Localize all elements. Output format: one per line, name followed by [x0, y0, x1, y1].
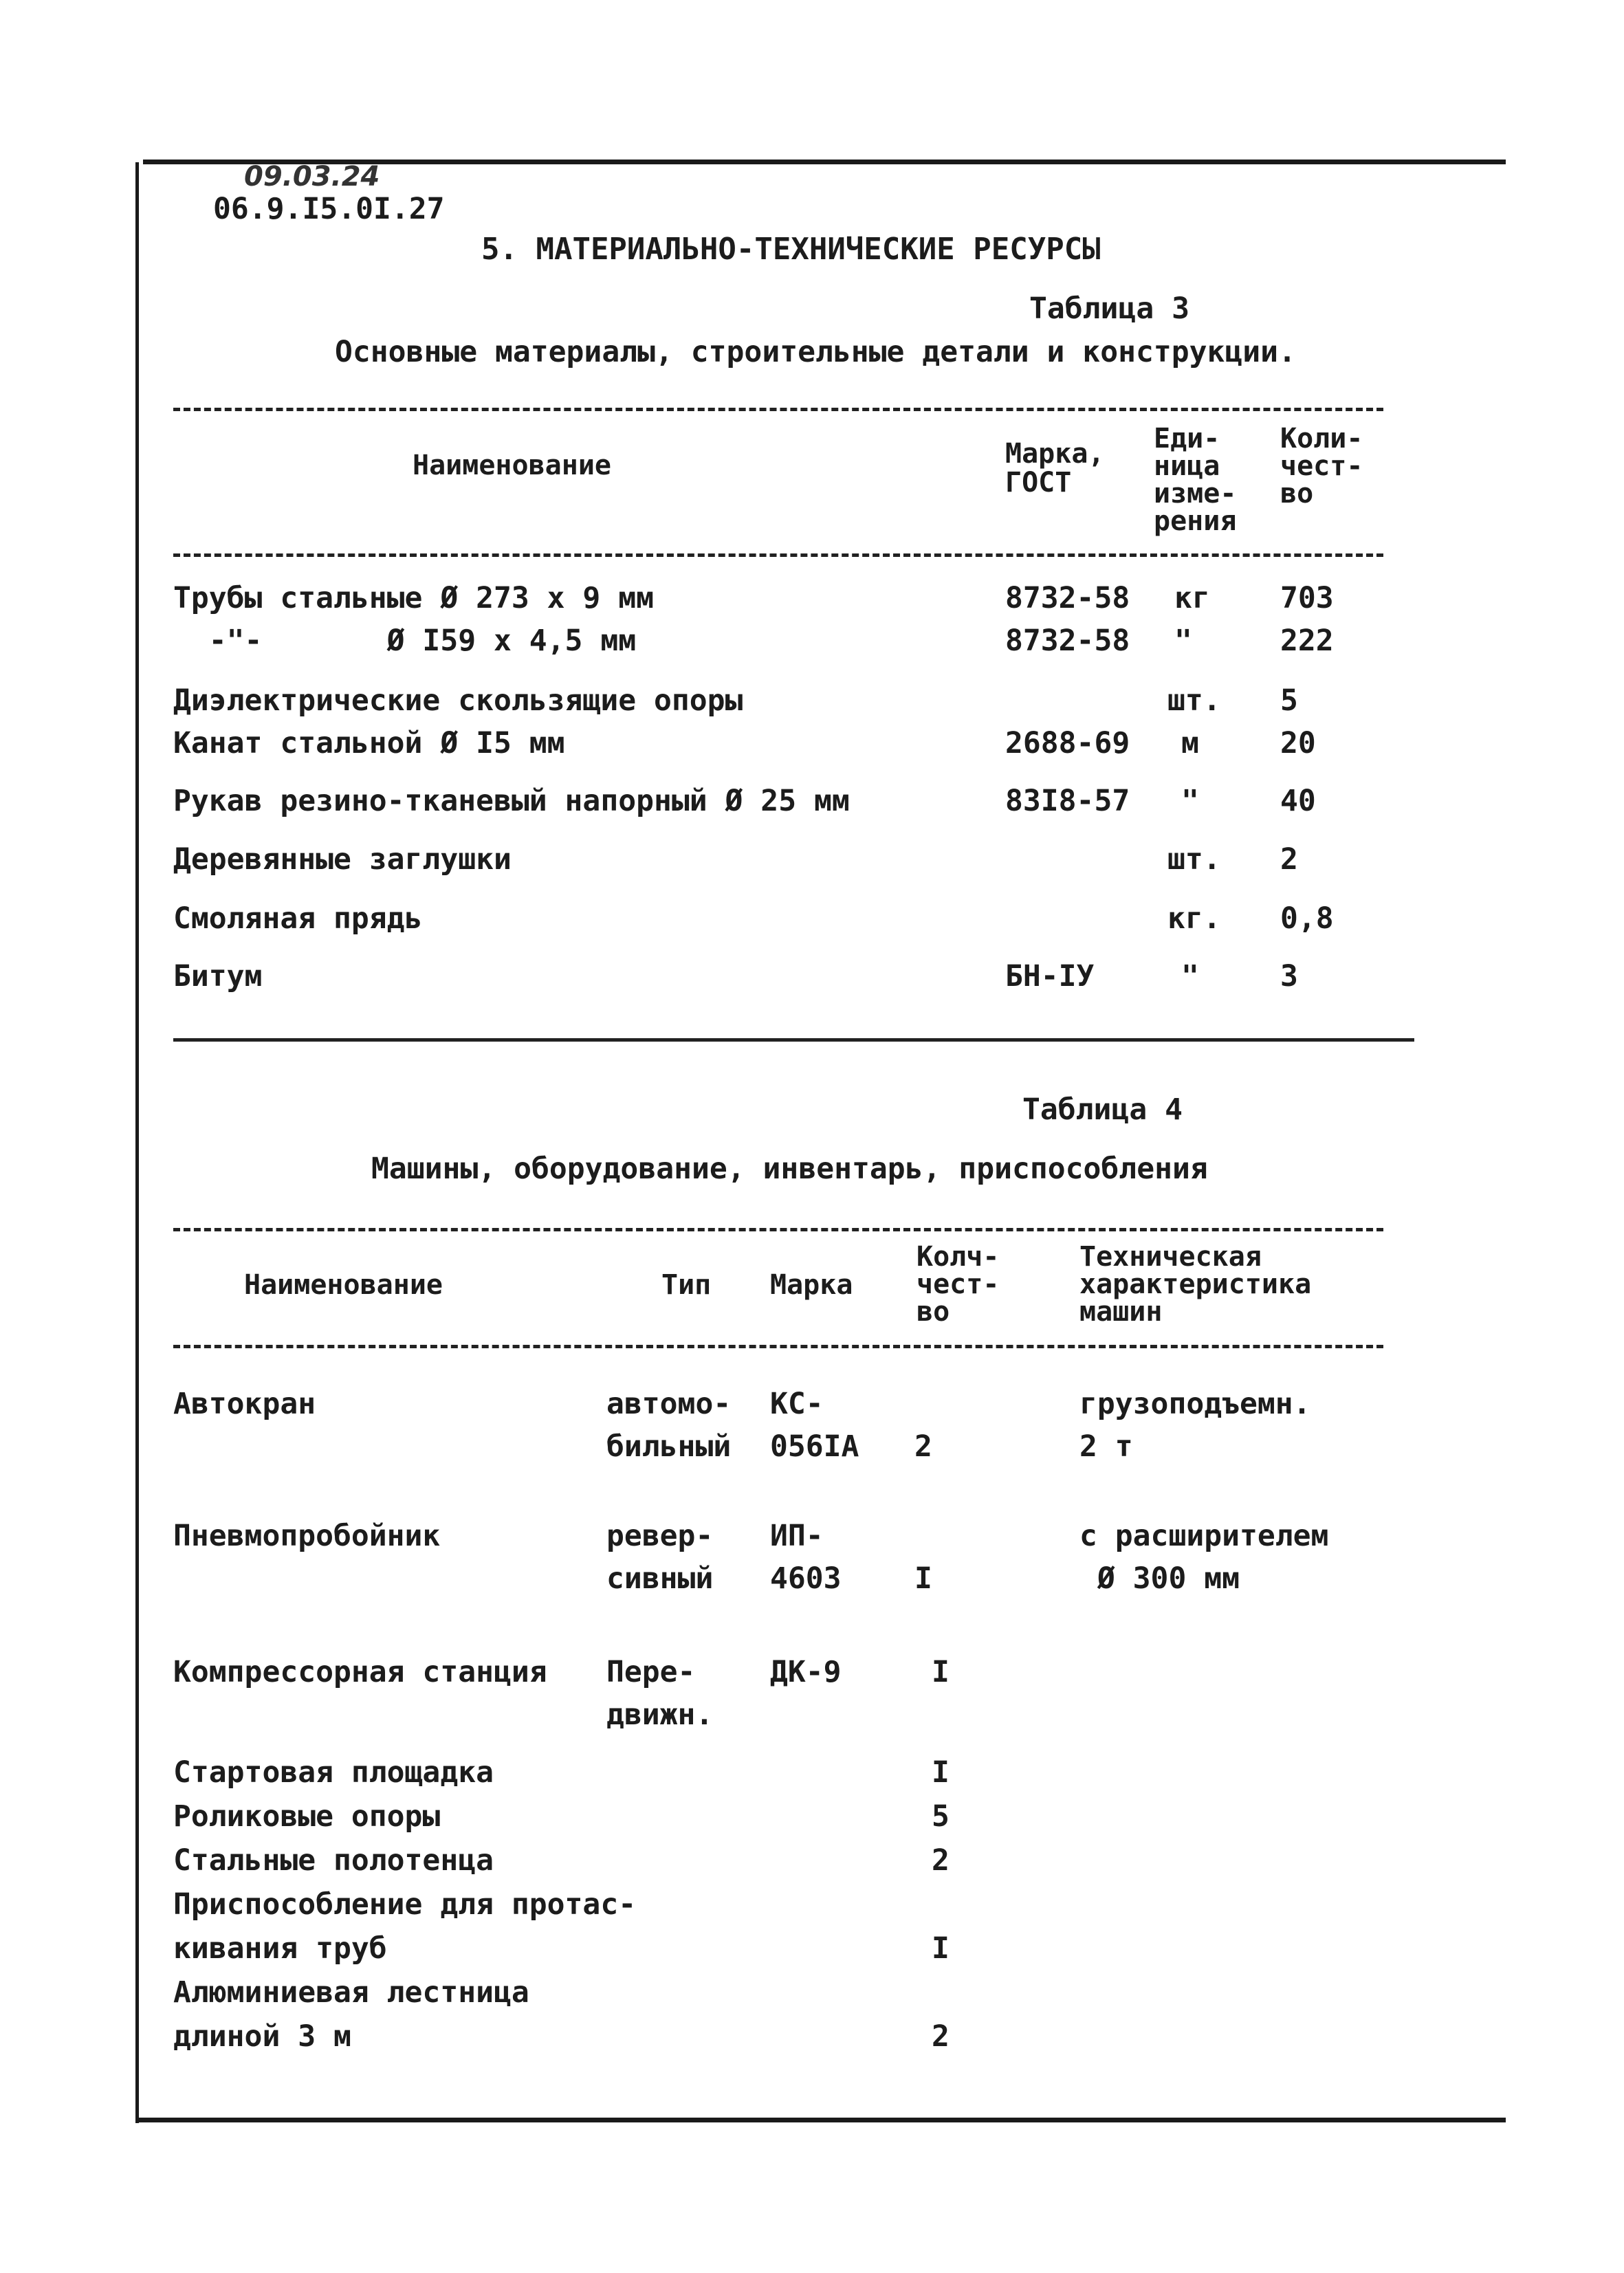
table4-cell-qty: I	[932, 1655, 950, 1689]
table4-cell-spec: Ø 300 мм	[1079, 1561, 1240, 1596]
table4-col-qty	[917, 1243, 999, 1326]
table4-cell-name: Стальные полотенца	[173, 1843, 494, 1878]
table3-col-qty	[1280, 425, 1363, 507]
table3-cell-mark: 83I8-57	[1005, 784, 1130, 818]
table4-cell-name: Роликовые опоры	[173, 1799, 441, 1834]
table4-cell-type: Пере-	[606, 1655, 696, 1689]
table3-cell-name: Диэлектрические скользящие опоры	[173, 683, 743, 718]
frame-left-line	[135, 162, 139, 2123]
table3-col-mark-line: ГОСТ	[1005, 467, 1072, 499]
table4-col-spec	[1079, 1243, 1311, 1326]
handwritten-code: 09.03.24	[244, 161, 380, 193]
table4-header-top-rule	[173, 1228, 1383, 1231]
table3-cell-qty: 20	[1280, 726, 1316, 760]
table4-col-qty-line: Колч-	[917, 1241, 1000, 1273]
table3-col-qty-line: во	[1280, 478, 1314, 509]
table4-col-qty-line: чест-	[917, 1269, 1000, 1300]
table4-cell-qty: 2	[932, 2019, 950, 2054]
table3-col-mark	[1005, 439, 1105, 498]
table4-cell-mark: 4603	[770, 1561, 842, 1596]
table4-col-name: Наименование	[244, 1269, 443, 1301]
table4-cell-type: автомо-	[606, 1387, 732, 1421]
table4-cell-mark: КС-	[770, 1387, 824, 1421]
table4-col-spec-line: Техническая	[1079, 1241, 1262, 1273]
table3-label: Таблица 3	[1029, 292, 1189, 326]
table4-cell-qty: I	[932, 1755, 950, 1790]
table3-cell-qty: 222	[1280, 624, 1334, 658]
table4-col-spec-line: характеристика	[1079, 1269, 1312, 1300]
table3-col-unit-line: ница	[1154, 450, 1220, 482]
table4-cell-name: Алюминиевая лестница	[173, 1975, 529, 2010]
table3-header-bottom-rule	[173, 553, 1383, 557]
table4-col-spec-line: машин	[1079, 1296, 1163, 1328]
table3-cell-name: Трубы стальные Ø 273 х 9 мм	[173, 581, 654, 615]
table4-cell-name: Пневмопробойник	[173, 1519, 441, 1553]
table3-cell-qty: 40	[1280, 784, 1316, 818]
table3-cell-name: Канат стальной Ø I5 мм	[173, 726, 565, 760]
table4-cell-type: сивный	[606, 1561, 714, 1596]
table4-cell-name: Приспособление для протас-	[173, 1887, 637, 1922]
table3-cell-unit: шт.	[1167, 683, 1221, 718]
table4-cell-type: движн.	[606, 1698, 714, 1732]
table4-cell-qty: I	[914, 1561, 932, 1596]
table4-cell-name: кивания труб	[173, 1931, 387, 1966]
table4-cell-type: ревер-	[606, 1519, 714, 1553]
table3-title: Основные материалы, строительные детали и конструкции.	[335, 335, 1296, 369]
table4-cell-qty: 5	[932, 1799, 950, 1834]
table3-cell-qty: 5	[1280, 683, 1298, 718]
table3-col-qty-line: чест-	[1280, 450, 1363, 482]
table4-col-mark: Марка	[770, 1269, 853, 1301]
table3-cell-unit: "	[1174, 624, 1192, 658]
document-code: 06.9.I5.0I.27	[213, 192, 445, 226]
table3-header-top-rule	[173, 408, 1383, 411]
table4-cell-spec: с расширителем	[1079, 1519, 1329, 1553]
table3-col-unit-line: изме-	[1154, 478, 1237, 509]
section-title: 5. МАТЕРИАЛЬНО-ТЕХНИЧЕСКИЕ РЕСУРСЫ	[481, 232, 1101, 267]
table3-cell-mark: 8732-58	[1005, 581, 1130, 615]
table3-cell-qty: 0,8	[1280, 901, 1334, 936]
table3-cell-qty: 703	[1280, 581, 1334, 615]
table3-cell-mark: 2688-69	[1005, 726, 1130, 760]
table3-col-unit-line: рения	[1154, 505, 1237, 537]
table3-col-unit-line: Еди-	[1154, 423, 1220, 454]
table3-cell-unit: "	[1181, 784, 1199, 818]
table4-cell-qty: 2	[914, 1429, 932, 1464]
table3-col-name: Наименование	[413, 450, 611, 481]
table4-cell-spec: 2 т	[1079, 1429, 1133, 1464]
table3-cell-qty: 2	[1280, 842, 1298, 877]
table3-cell-name: Битум	[173, 959, 263, 993]
table4-cell-spec: грузоподъемн.	[1079, 1387, 1311, 1421]
table4-label: Таблица 4	[1022, 1092, 1183, 1127]
table4-cell-name: Стартовая площадка	[173, 1755, 494, 1790]
table4-header-bottom-rule	[173, 1345, 1383, 1348]
table3-cell-name: Рукав резино-тканевый напорный Ø 25 мм	[173, 784, 850, 818]
table4-cell-qty: I	[932, 1931, 950, 1966]
table3-col-unit	[1154, 425, 1236, 535]
table4-cell-qty: 2	[932, 1843, 950, 1878]
table4-cell-name: Компрессорная станция	[173, 1655, 547, 1689]
table4-cell-name: длиной 3 м	[173, 2019, 351, 2054]
table3-cell-unit: кг.	[1167, 901, 1221, 936]
table3-col-mark-line: Марка,	[1005, 438, 1105, 470]
table4-col-type: Тип	[661, 1269, 712, 1301]
frame-bottom-line	[135, 2118, 1506, 2122]
table4-cell-name: Автокран	[173, 1387, 316, 1421]
table3-cell-mark: 8732-58	[1005, 624, 1130, 658]
table3-cell-name: Смоляная прядь	[173, 901, 423, 936]
table3-cell-unit: м	[1181, 726, 1199, 760]
table3-cell-mark: БН-IУ	[1005, 959, 1095, 993]
table4-col-qty-line: во	[917, 1296, 950, 1328]
table3-cell-qty: 3	[1280, 959, 1298, 993]
table4-cell-mark: 056IА	[770, 1429, 859, 1464]
table3-cell-unit: кг	[1174, 581, 1210, 615]
table3-cell-name: -"- Ø I59 х 4,5 мм	[173, 624, 637, 658]
table4-cell-mark: ИП-	[770, 1519, 824, 1553]
table4-cell-type: бильный	[606, 1429, 732, 1464]
table3-col-qty-line: Коли-	[1280, 423, 1363, 454]
table4-cell-mark: ДК-9	[770, 1655, 842, 1689]
table3-cell-name: Деревянные заглушки	[173, 842, 512, 877]
table4-title: Машины, оборудование, инвентарь, приспособления	[371, 1152, 1208, 1186]
table3-cell-unit: шт.	[1167, 842, 1221, 877]
table3-bottom-rule	[173, 1038, 1414, 1042]
table3-cell-unit: "	[1181, 959, 1199, 993]
